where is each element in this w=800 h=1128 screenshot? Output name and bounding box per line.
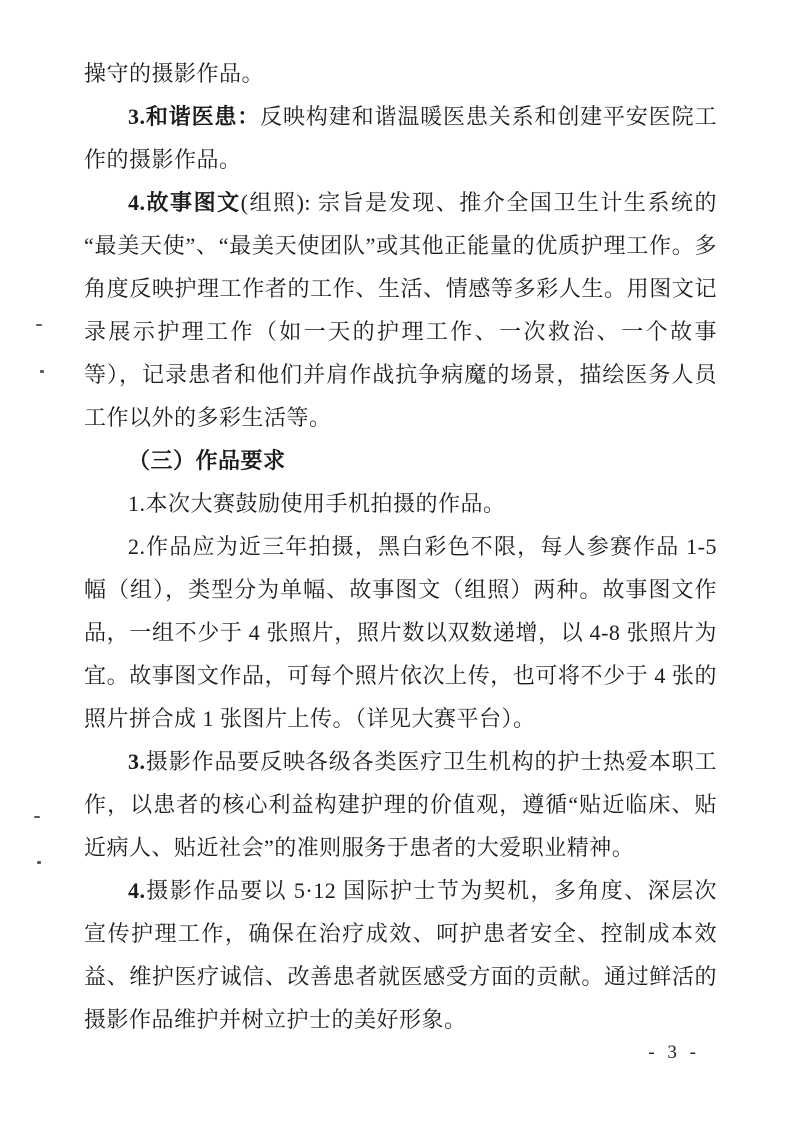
heading-text: （三）作品要求: [128, 448, 286, 473]
paragraph-label: 3.和谐医患：: [128, 104, 261, 129]
scan-speck: [37, 861, 41, 864]
paragraph-text: 2.作品应为近三年拍摄，黑白彩色不限，每人参赛作品 1-5 幅（组），类型分为单幅、故事图文（组照）两种。故事图文作品，一组不少于 4 张照片，照片数以双数递增，以 4-8 张照片为宜。故事图文作品，可每个照片依次上传，也可将不少于 4 张的照片拼合成 1 张图片上传。（详见大赛平台）。: [84, 534, 717, 731]
paragraph-item-harmony: [84, 95, 717, 181]
paragraph-item-story: [84, 181, 717, 439]
paragraph-text: 摄影作品要以 5·12 国际护士节为契机，多角度、深层次宣传护理工作，确保在治疗成效、呵护患者安全、控制成本效益、维护医疗诚信、改善患者就医感受方面的贡献。通过鲜活的摄影作品维护并树立护士的美好形象。: [84, 878, 717, 1032]
document-body: [84, 52, 717, 1041]
scan-speck: [36, 324, 42, 326]
paragraph-text: 摄影作品要反映各级各类医疗卫生机构的护士热爱本职工作，以患者的核心利益构建护理的价值观，遵循“贴近临床、贴近病人、贴近社会”的准则服务于患者的大爱职业精神。: [84, 749, 717, 860]
scan-speck: [34, 816, 40, 818]
section-heading-requirements: [84, 439, 717, 482]
paragraph-text: 操守的摄影作品。: [84, 61, 265, 86]
paragraph-requirement-4: [84, 869, 717, 1041]
paragraph-text: 1.本次大赛鼓励使用手机拍摄的作品。: [128, 491, 506, 516]
paragraph-sublabel: (组照):: [240, 190, 319, 215]
paragraph-requirement-2: [84, 525, 717, 740]
scan-speck: [40, 370, 44, 373]
page-number: - 3 -: [648, 1042, 700, 1063]
paragraph-text: 反映构建和谐温暖医患关系和创建平安医院工作的摄影作品。: [84, 104, 717, 172]
paragraph-label: 4.故事图文: [128, 190, 241, 215]
paragraph-label: 4.: [128, 878, 146, 903]
paragraph-label: 3.: [128, 749, 146, 774]
paragraph-text: 宗旨是发现、推介全国卫生计生系统的“最美天使”、“最美天使团队”或其他正能量的优质护理工作。多角度反映护理工作者的工作、生活、情感等多彩人生。用图文记录展示护理工作（如一天的护理工作、一次救治、一个故事等），记录患者和他们并肩作战抗争病魔的场景，描绘医务人员工作以外的多彩生活等。: [84, 190, 717, 430]
paragraph-continuation: [84, 52, 717, 95]
paragraph-requirement-1: [84, 482, 717, 525]
paragraph-requirement-3: [84, 740, 717, 869]
